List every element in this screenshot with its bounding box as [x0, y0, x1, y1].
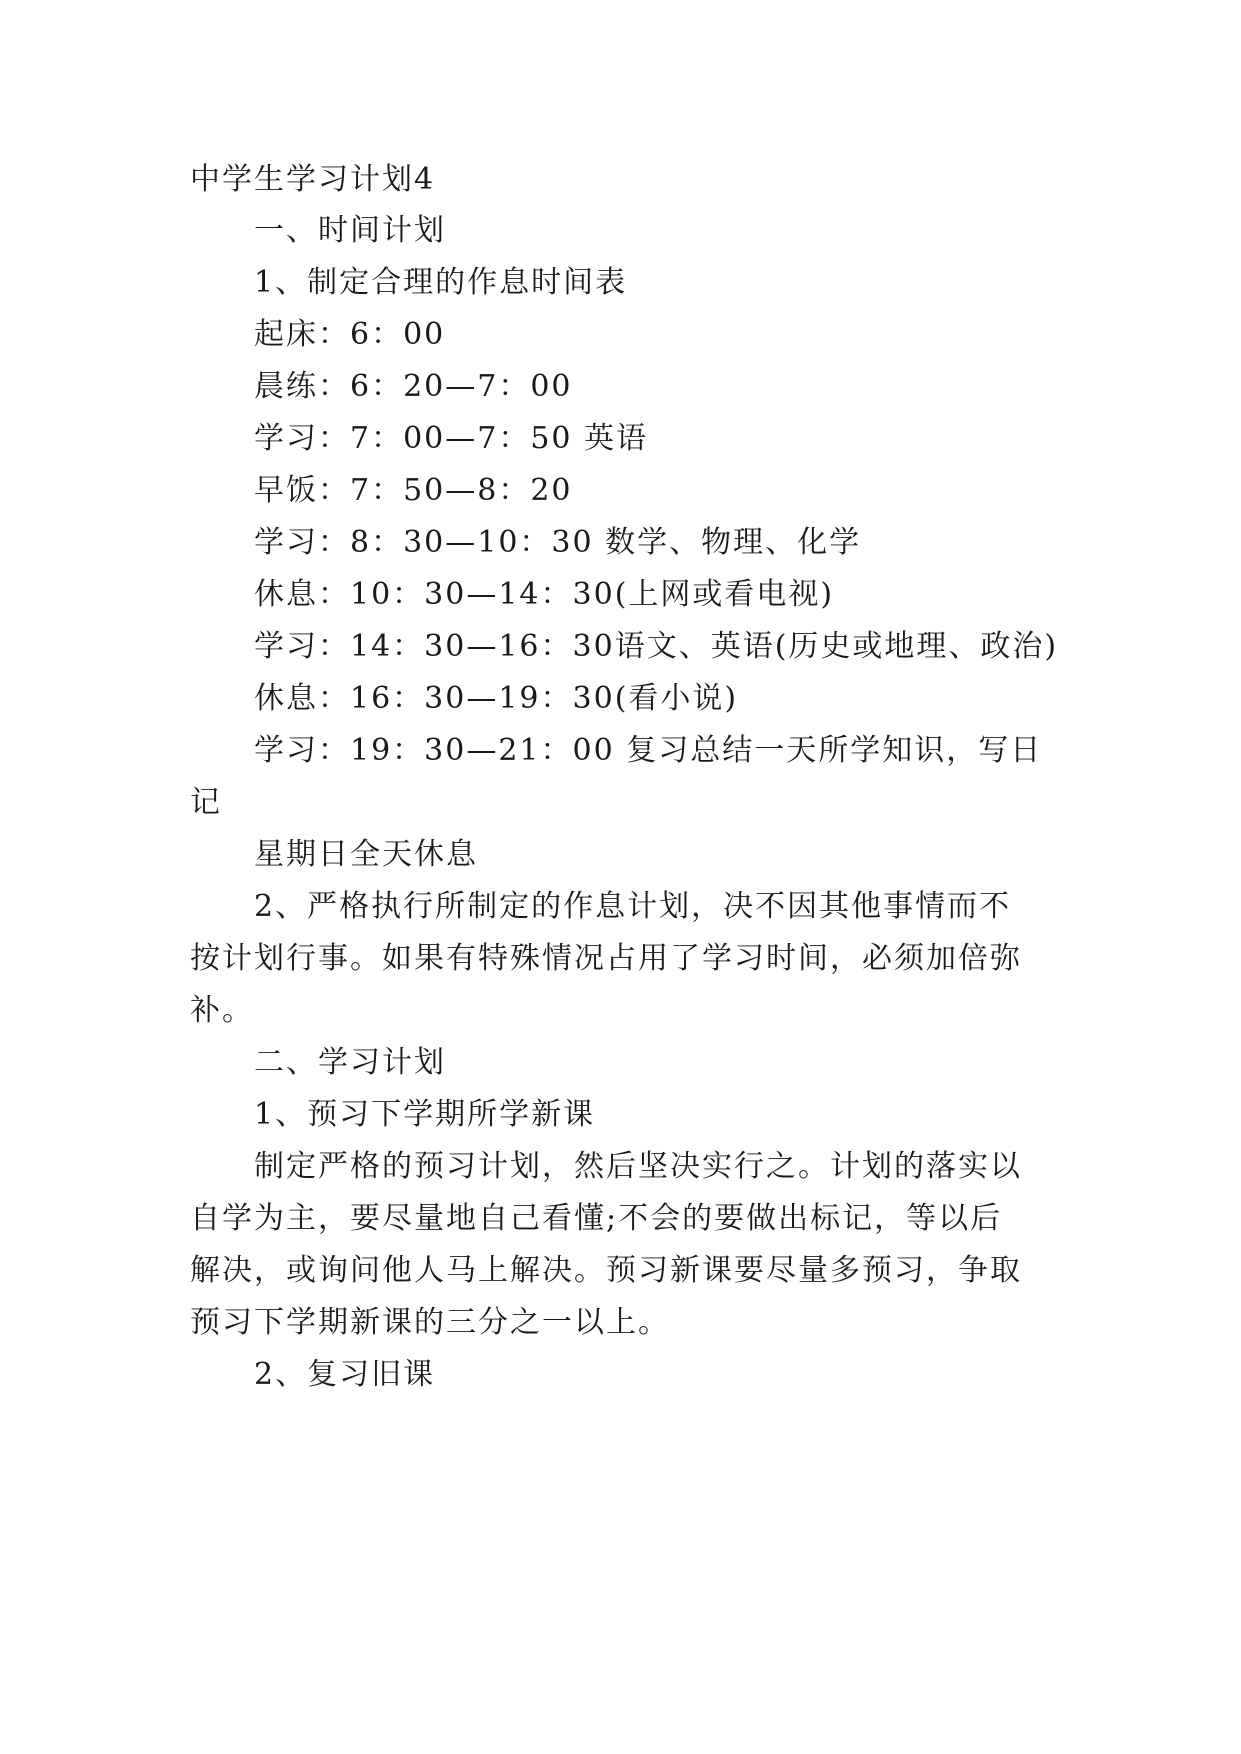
schedule-item: 学习：19：30—21：00 复习总结一天所学知识，写日: [254, 733, 1043, 768]
schedule-item: 休息：10：30—14：30(上网或看电视): [254, 577, 835, 612]
schedule-item: 学习：8：30—10：30 数学、物理、化学: [254, 525, 862, 560]
schedule-item: 学习：7：00—7：50 英语: [254, 421, 649, 456]
paragraph-line: 制定严格的预习计划，然后坚决实行之。计划的落实以: [254, 1149, 1022, 1184]
paragraph-line: 2、严格执行所制定的作息计划，决不因其他事情而不: [254, 889, 1012, 924]
document-title: 中学生学习计划4: [190, 162, 436, 197]
section-heading-study-plan: 二、学习计划: [254, 1045, 446, 1080]
paragraph-line: 补。: [190, 993, 254, 1028]
paragraph-line: 解决，或询问他人马上解决。预习新课要尽量多预习，争取: [190, 1253, 1022, 1288]
schedule-item: 星期日全天休息: [254, 837, 478, 872]
paragraph-line: 自学为主，要尽量地自己看懂;不会的要做出标记，等以后: [190, 1201, 1003, 1236]
paragraph-line: 记: [190, 785, 222, 820]
paragraph-line: 预习下学期新课的三分之一以上。: [190, 1305, 670, 1340]
schedule-item: 早饭：7：50—8：20: [254, 473, 573, 508]
paragraph-line: 按计划行事。如果有特殊情况占用了学习时间，必须加倍弥: [190, 941, 1022, 976]
subheading-review: 2、复习旧课: [254, 1357, 436, 1392]
subheading-schedule: 1、制定合理的作息时间表: [254, 265, 628, 300]
section-heading-time-plan: 一、时间计划: [254, 213, 446, 248]
subheading-preview: 1、预习下学期所学新课: [254, 1097, 596, 1132]
schedule-item: 休息：16：30—19：30(看小说): [254, 681, 739, 716]
schedule-item: 学习：14：30—16：30语文、英语(历史或地理、政治): [254, 629, 1059, 664]
schedule-item: 起床：6：00: [254, 317, 446, 352]
schedule-item: 晨练：6：20—7：00: [254, 369, 573, 404]
